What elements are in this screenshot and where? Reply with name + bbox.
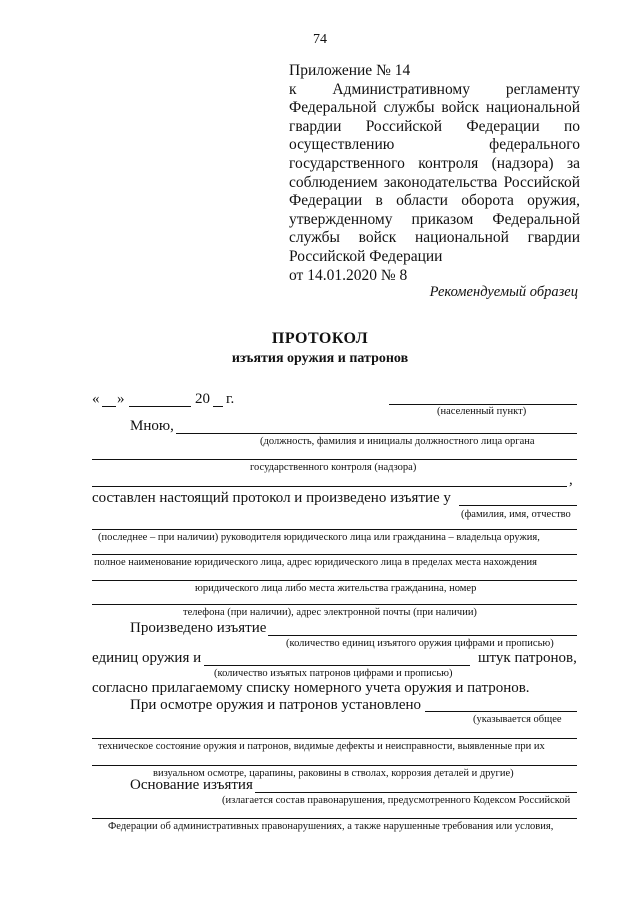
- appendix-line: Федеральной службы войск национальной: [289, 99, 580, 117]
- owner-field-2[interactable]: [92, 529, 577, 530]
- inspection-caption: техническое состояние оружия и патронов, видимые дефекты и неисправности, выявленные при их: [98, 741, 545, 752]
- appendix-line: Федерации в области оборота оружия,: [289, 192, 580, 210]
- owner-field-4[interactable]: [92, 580, 577, 581]
- cartridges-count-field[interactable]: [204, 665, 470, 666]
- units-and-label: единиц оружия и: [92, 650, 202, 666]
- inspection-caption: (указывается общее: [473, 714, 562, 725]
- inspection-caption: визуальном осмотре, царапины, раковины в стволах, коррозия деталей и другие): [153, 768, 514, 779]
- cartridges-label: штук патронов,: [478, 650, 577, 666]
- basis-field-2[interactable]: [92, 818, 577, 819]
- date-open-quote: «: [92, 391, 100, 407]
- inspection-field-2[interactable]: [92, 738, 577, 739]
- settlement-field[interactable]: [389, 404, 577, 405]
- owner-caption: юридического лица либо места жительства гражданина, номер: [195, 583, 477, 594]
- appendix-line: Российской Федерации: [289, 247, 443, 265]
- basis-caption: (излагается состав правонарушения, предусмотренного Кодексом Российской: [222, 795, 571, 806]
- appendix-line: от 14.01.2020 № 8: [289, 266, 408, 284]
- by-me-label: Мною,: [130, 418, 174, 434]
- weapons-count-caption: (количество единиц изъятого оружия цифрами и прописью): [286, 638, 554, 649]
- weapons-count-field[interactable]: [268, 635, 577, 636]
- official-field[interactable]: [176, 433, 577, 434]
- official-caption: государственного контроля (надзора): [250, 462, 417, 473]
- recommended-sample-label: Рекомендуемый образец: [429, 284, 578, 300]
- appendix-block: [289, 62, 580, 285]
- document-subtitle: изъятия оружия и патронов: [231, 351, 409, 366]
- official-field-2[interactable]: [92, 459, 577, 460]
- owner-caption: (последнее – при наличии) руководителя юридического лица или гражданина – владельца оружия,: [98, 532, 540, 543]
- owner-field-3[interactable]: [92, 554, 577, 555]
- according-text: согласно прилагаемому списку номерного учета оружия и патронов.: [92, 680, 530, 696]
- owner-field-5[interactable]: [92, 604, 577, 605]
- appendix-line: гвардии Российской Федерации по: [289, 117, 580, 135]
- inspection-field[interactable]: [425, 711, 577, 712]
- document-title: ПРОТОКОЛ: [271, 330, 369, 347]
- inspection-label: При осмотре оружия и патронов установлено: [130, 697, 422, 713]
- cartridges-caption: (количество изъятых патронов цифрами и прописью): [214, 668, 453, 679]
- comma: ,: [569, 472, 573, 488]
- appendix-line: к Административному регламенту: [289, 80, 580, 98]
- appendix-line: службы войск национальной гвардии: [289, 229, 580, 247]
- official-caption: (должность, фамилия и инициалы должностного лица органа: [260, 436, 535, 447]
- owner-caption: телефона (при наличии), адрес электронной почты (при наличии): [183, 607, 477, 618]
- appendix-line: соблюдением законодательства Российской: [289, 173, 580, 191]
- year-prefix: 20: [195, 391, 210, 407]
- basis-caption: Федерации об административных правонарушениях, а также нарушенные требования или условия,: [108, 821, 554, 832]
- owner-caption: (фамилия, имя, отчество: [461, 509, 571, 520]
- basis-field[interactable]: [255, 792, 577, 793]
- owner-field[interactable]: [459, 505, 577, 506]
- year-suffix: г.: [226, 391, 235, 407]
- seized-label: Произведено изъятие: [130, 620, 267, 636]
- date-close-quote: »: [117, 391, 125, 407]
- inspection-field-3[interactable]: [92, 765, 577, 766]
- appendix-line: осуществлению федерального: [289, 136, 580, 154]
- basis-label: Основание изъятия: [130, 777, 253, 793]
- month-field[interactable]: [129, 406, 191, 407]
- year-field[interactable]: [213, 406, 223, 407]
- day-field[interactable]: [102, 406, 116, 407]
- appendix-line: государственного контроля (надзора) за: [289, 154, 580, 172]
- settlement-caption: (населенный пункт): [437, 406, 527, 417]
- page-number: 74: [313, 32, 327, 47]
- official-field-3[interactable]: [92, 486, 567, 487]
- owner-caption: полное наименование юридического лица, адрес юридического лица в пределах места нахождения: [94, 557, 537, 568]
- appendix-line: Приложение № 14: [289, 62, 411, 79]
- drawn-up-text: составлен настоящий протокол и произведено изъятие у: [92, 490, 451, 506]
- appendix-line: утвержденному приказом Федеральной: [289, 210, 580, 228]
